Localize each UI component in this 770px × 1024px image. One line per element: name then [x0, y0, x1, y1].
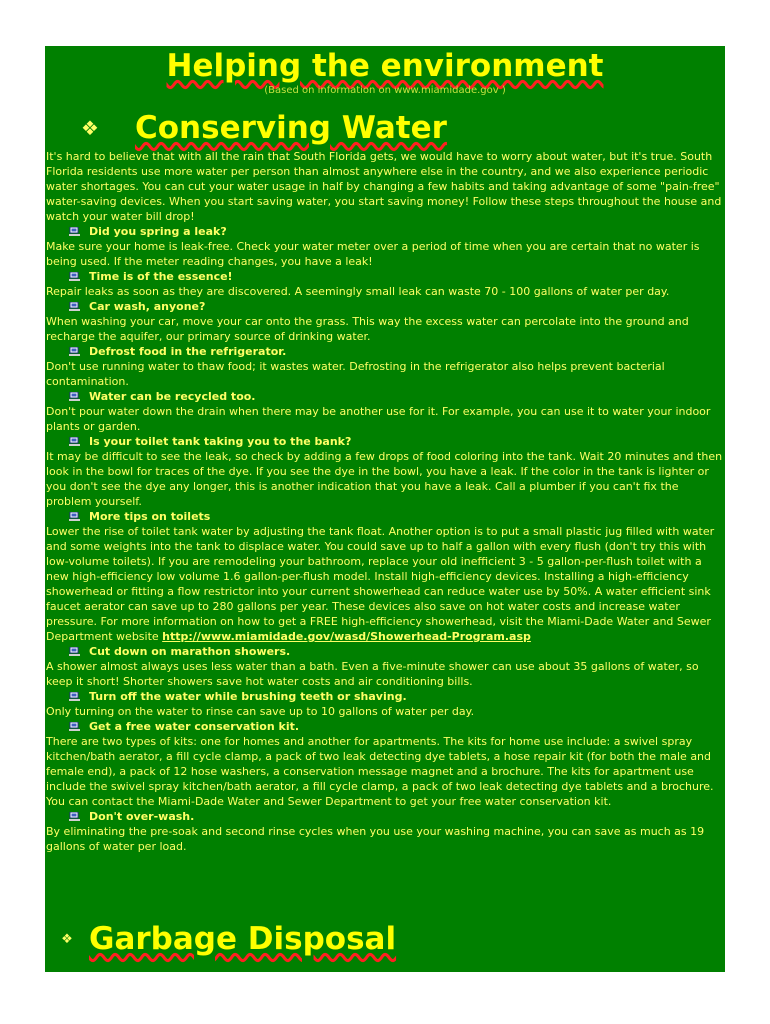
section-heading: Garbage Disposal	[89, 921, 397, 957]
tip-title-text: More tips on toilets	[89, 510, 211, 523]
tip-body	[45, 824, 725, 854]
diamond-bullet-icon: ❖	[81, 116, 99, 140]
tip-body-text: There are two types of kits: one for homes and another for apartments. The kits for home use include: a swivel spray kitchen/bath aerator, a fill cycle clamp, a pack of two leak detecting dye tablets, a hose repair kit (for both the male and female end), a pack of 12 hose washers, a conservation message magnet and a brochure. The kits for apartment use include the swivel spray kitchen/bath aerator, a fill cycle clamp, a pack of two leak detecting dye tablets and a brochure. You can contact the Miami-Dade Water and Sewer Department to get your free water conservation kit.	[46, 735, 714, 808]
tip-body	[45, 449, 725, 509]
tip-body-text: When washing your car, move your car onto the grass. This way the excess water can percolate into the ground and recharge the aquifer, our primary source of drinking water.	[46, 315, 689, 343]
tip-title-text: Time is of the essence!	[89, 270, 233, 283]
tips-list	[45, 224, 725, 854]
tip-title	[45, 299, 725, 314]
computer-icon	[69, 392, 81, 401]
tip-body	[45, 734, 725, 809]
tip-title-text: Is your toilet tank taking you to the bank?	[89, 435, 352, 448]
tip-body	[45, 314, 725, 344]
intro-paragraph: It's hard to believe that with all the rain that South Florida gets, we would have to worry about water, but it's true. South Florida residents use more water per person than almost anywhere else in the country, and we also experience periodic water shortages. You can cut your water usage in half by changing a few habits and taking advantage of some "pain-free" water-saving devices. When you start saving water, you start saving money! Follow these steps throughout the house and watch your water bill drop!	[46, 150, 722, 223]
tip-body	[45, 239, 725, 269]
tip-title	[45, 224, 725, 239]
showerhead-program-link[interactable]: http://www.miamidade.gov/wasd/Showerhead-Program.asp	[162, 630, 531, 643]
tip-body-text: Only turning on the water to rinse can save up to 10 gallons of water per day.	[46, 705, 475, 718]
tip-body-text: Don't use running water to thaw food; it wastes water. Defrosting in the refrigerator also helps prevent bacterial contamination.	[46, 360, 665, 388]
section-heading: Conserving Water	[135, 110, 447, 146]
tip-body	[45, 359, 725, 389]
tip-body	[45, 284, 725, 299]
computer-icon	[69, 647, 81, 656]
tip-title-text: Don't over-wash.	[89, 810, 195, 823]
tip-body-text: Make sure your home is leak-free. Check your water meter over a period of time when you are certain that no water is being used. If the meter reading changes, you have a leak!	[46, 240, 700, 268]
tip-title	[45, 719, 725, 734]
tip-title	[45, 509, 725, 524]
page-subtitle: (Based on information on www.miamidade.gov )	[264, 85, 506, 96]
tip-body-text: Lower the rise of toilet tank water by adjusting the tank float. Another option is to put a small plastic jug filled with water and some weights into the tank to displace water. You could save up to half a gallon with every flush (don't try this with low-volume toilets). If you are remodeling your bathroom, replace your old inefficient 3 - 5 gallon-per-flush toilet with a new high-efficiency low volume 1.6 gallon-per-flush model. Install high-efficiency devices. Installing a high-efficiency showerhead or fitting a flow restrictor into your current showerhead can reduce water use by 50%. A water efficient sink faucet aerator can save up to 280 gallons per year. These devices also save on hot water costs and increase water pressure. For more information on how to get a FREE high-efficiency showerhead, visit the Miami-Dade Water and Sewer Department website	[46, 525, 715, 643]
tip-title	[45, 344, 725, 359]
tip-body-text: Repair leaks as soon as they are discovered. A seemingly small leak can waste 70 - 100 gallons of water per day.	[46, 285, 670, 298]
tip-title-text: Turn off the water while brushing teeth or shaving.	[89, 690, 407, 703]
computer-icon	[69, 692, 81, 701]
computer-icon	[69, 437, 81, 446]
computer-icon	[69, 722, 81, 731]
computer-icon	[69, 302, 81, 311]
computer-icon	[69, 812, 81, 821]
tip-title-text: Did you spring a leak?	[89, 225, 227, 238]
document-page	[45, 46, 725, 972]
tip-title	[45, 644, 725, 659]
section-conserving-water	[45, 107, 725, 149]
tip-title	[45, 689, 725, 704]
tip-body	[45, 524, 725, 644]
tip-body-text: A shower almost always uses less water than a bath. Even a five-minute shower can use about 35 gallons of water, so keep it short! Shorter showers save hot water costs and air conditioning bills.	[46, 660, 699, 688]
page-title: Helping the environment	[166, 48, 604, 84]
tip-title	[45, 269, 725, 284]
tip-title-text: Defrost food in the refrigerator.	[89, 345, 287, 358]
tip-body	[45, 659, 725, 689]
tip-body-text: Don't pour water down the drain when there may be another use for it. For example, you can use it to water your indoor plants or garden.	[46, 405, 711, 433]
computer-icon	[69, 227, 81, 236]
tip-body	[45, 704, 725, 719]
diamond-bullet-icon: ❖	[61, 931, 73, 947]
tip-title-text: Cut down on marathon showers.	[89, 645, 291, 658]
tip-body-text: By eliminating the pre-soak and second rinse cycles when you use your washing machine, you can save as much as 19 gallons of water per load.	[46, 825, 705, 853]
tip-title-text: Water can be recycled too.	[89, 390, 256, 403]
tip-title-text: Get a free water conservation kit.	[89, 720, 300, 733]
tip-body-text: It may be difficult to see the leak, so check by adding a few drops of food coloring into the tank. Wait 20 minutes and then look in the bowl for traces of the dye. If you see the dye in the bowl, you have a leak. If the color in the tank is lighter or you don't see the dye any longer, this is another indication that you have a leak. Call a plumber if you can't fix the problem yourself.	[46, 450, 723, 508]
computer-icon	[69, 347, 81, 356]
tip-title	[45, 809, 725, 824]
computer-icon	[69, 272, 81, 281]
tip-title-text: Car wash, anyone?	[89, 300, 206, 313]
tip-title	[45, 434, 725, 449]
computer-icon	[69, 512, 81, 521]
tip-body	[45, 404, 725, 434]
section-garbage-disposal	[45, 921, 396, 957]
tip-title	[45, 389, 725, 404]
